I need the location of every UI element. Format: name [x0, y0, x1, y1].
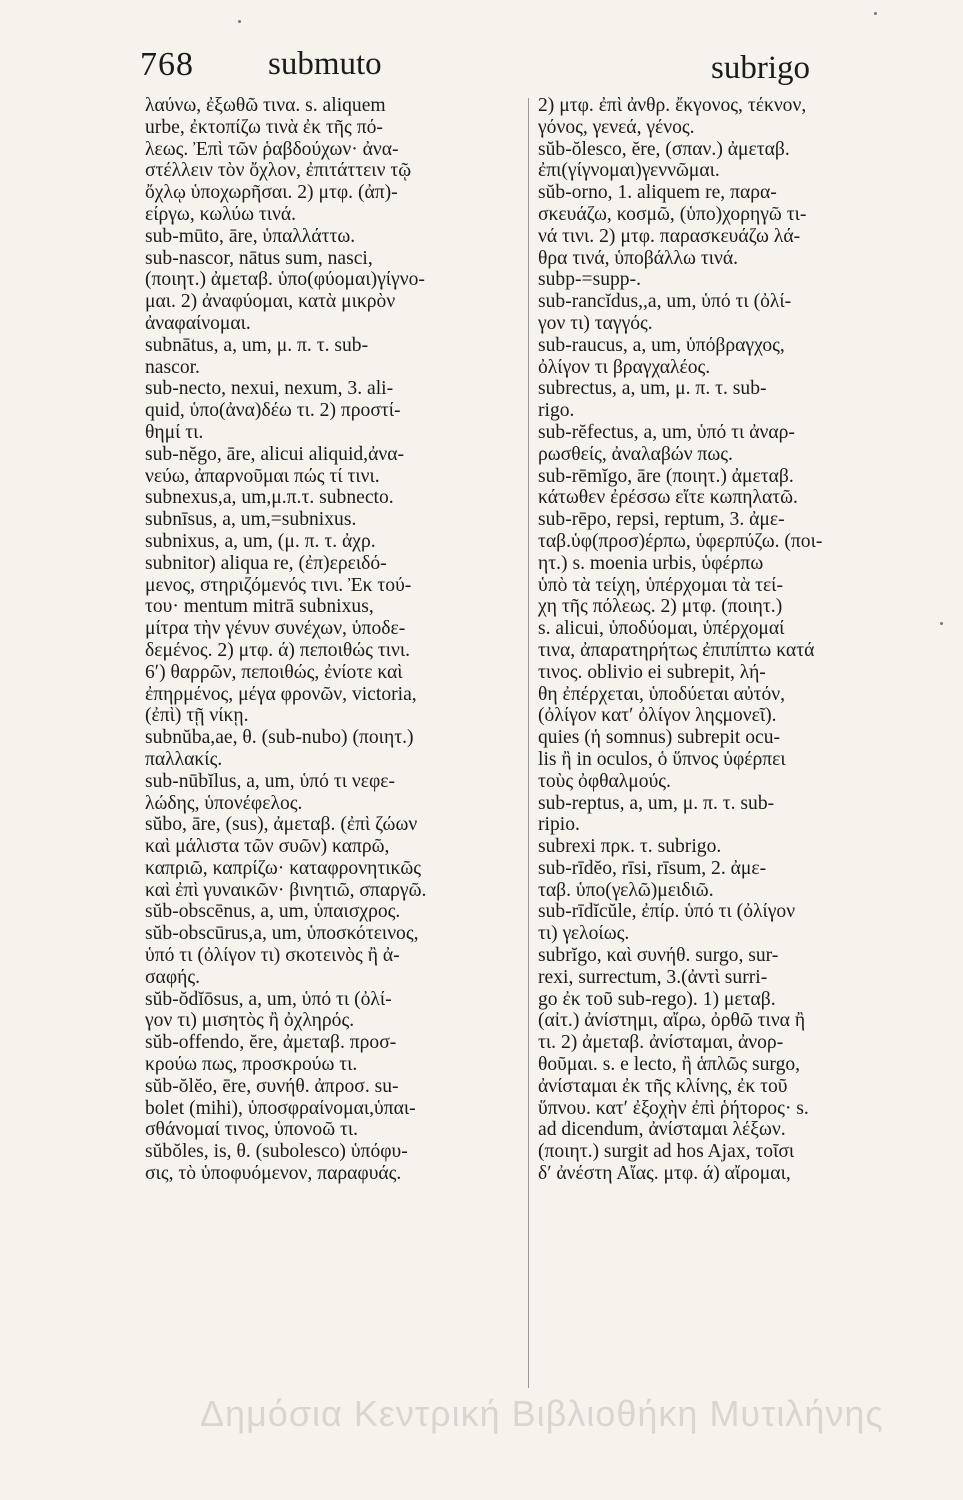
text-line: sŭb-ŏlesco, ĕre, (σπαν.) ἀμεταβ.: [538, 138, 790, 160]
text-line: δεμένος. 2) μτφ. ά) πεποιθώς τινι.: [145, 639, 410, 661]
text-line: χη τῆς πόλεως. 2) μτφ. (ποιητ.): [538, 596, 783, 618]
text-line: ητ.) s. moenia urbis, ὑφέρπω: [538, 552, 764, 574]
text-line: rigo.: [538, 400, 575, 422]
text-line: ρωσθείς, ἀναλαβών πως.: [538, 443, 733, 465]
text-line: sŭbo, āre, (sus), ἀμεταβ. (ἐπὶ ζώων: [145, 814, 418, 836]
paper-speck: [238, 20, 241, 23]
text-line: είργω, κωλύω τινά.: [145, 203, 297, 225]
text-line: γον τι) ταγγός.: [538, 312, 653, 334]
text-line: ὄχλῳ ὑποχωρῆσαι. 2) μτφ. (ἀπ)-: [145, 182, 398, 204]
text-line: subnīsus, a, um,=subnixus.: [145, 509, 357, 531]
text-line: sub-rĕfectus, a, um, ὑπό τι ἀναρ-: [538, 421, 795, 443]
guide-word-left: submuto: [268, 46, 382, 82]
text-line: τι) γελοίως.: [538, 923, 630, 945]
text-line: τι. 2) ἀμεταβ. ἀνίσταμαι, ἀνορ-: [538, 1032, 784, 1054]
text-line: σθάνομαί τινος, ὑπονοῶ τι.: [145, 1119, 359, 1141]
text-line: παλλακίς.: [145, 748, 223, 770]
library-watermark: Δημόσια Κεντρική Βιβλιοθήκη Μυτιλήνης: [200, 1393, 884, 1434]
page-header: [140, 42, 810, 102]
text-line: sub-necto, nexui, nexum, 3. ali-: [145, 378, 394, 400]
text-line: subp-=supp-.: [538, 269, 642, 291]
paper-speck: [874, 12, 877, 15]
text-line: bolet (mihi), ὑποσφραίνομαι,ὑπαι-: [145, 1097, 416, 1119]
text-line: ripio.: [538, 814, 580, 836]
text-line: sŭb-obscūrus,a, um, ὑποσκότεινος,: [145, 923, 419, 945]
text-line: sŭbŏles, is, θ. (subolesco) ὑπόφυ-: [145, 1141, 408, 1163]
text-line: subrectus, a, um, μ. π. τ. sub-: [538, 378, 767, 400]
text-line: καὶ μάλιστα τῶν συῶν) καπρῶ,: [145, 836, 390, 858]
text-line: ἐπηρμένος, μέγα φρονῶν, victoria,: [145, 683, 417, 705]
text-line: γον τι) μισητὸς ἢ ὀχληρός.: [145, 1010, 355, 1032]
text-line: quid, ὑπο(ἀνα)δέω τι. 2) προστί-: [145, 400, 401, 422]
text-line: ταβ. ὑπο(γελῶ)μειδιῶ.: [538, 879, 714, 901]
text-line: (ἐπὶ) τῇ νίκῃ.: [145, 705, 249, 727]
text-line: subnixus, a, um, (μ. π. τ. ἀχρ.: [145, 530, 376, 552]
text-line: subnŭba,ae, θ. (sub-nubo) (ποιητ.): [145, 727, 414, 749]
text-line: 6ʹ) θαρρῶν, πεποιθώς, ἐνίοτε καὶ: [145, 661, 403, 683]
text-line: μενος, στηριζόμενός τινι. Ἐκ τού-: [145, 574, 412, 596]
text-line: κάτωθεν ἐρέσσω εἴτε κωπηλατῶ.: [538, 487, 798, 509]
text-line: λεως. Ἐπὶ τῶν ῥαβδούχων· ἀνα-: [145, 138, 399, 160]
text-line: sŭb-ŏlĕo, ēre, συνήθ. ἀπροσ. su-: [145, 1075, 399, 1097]
text-line: θη ἐπέρχεται, ὑποδύεται αὐτόν,: [538, 683, 786, 705]
text-line: θρα τινά, ὑποβάλλω τινά.: [538, 247, 738, 269]
text-line: nascor.: [145, 356, 200, 378]
text-line: s. alicui, ὑποδύομαι, ὑπέρχομαί: [538, 618, 785, 640]
text-line: sub-rīdĕo, rīsi, rīsum, 2. ἀμε-: [538, 857, 767, 879]
column-divider: [528, 98, 529, 1388]
text-line: ταβ.ὑφ(προσ)έρπω, ὑφερπύζω. (ποι-: [538, 530, 823, 552]
text-line: sub-nĕgo, āre, alicui aliquid,ἀνα-: [145, 443, 404, 465]
text-line: ὀλίγον τι βραγχαλέος.: [538, 356, 711, 378]
text-line: στέλλειν τὸν ὄχλον, ἐπιτάττειν τῷ: [145, 160, 412, 182]
text-line: sŭb-orno, 1. aliquem re, παρα-: [538, 182, 777, 204]
right-column: [538, 95, 918, 1185]
text-line: subnātus, a, um, μ. π. τ. sub-: [145, 334, 369, 356]
text-line: subnexus,a, um,μ.π.τ. subnecto.: [145, 487, 394, 509]
text-line: ὑπὸ τὰ τείχη, ὑπέρχομαι τὰ τεί-: [538, 574, 783, 596]
text-line: ad dicendum, ἀνίσταμαι λέξων.: [538, 1119, 786, 1141]
text-line: νά τινι. 2) μτφ. παρασκευάζω λά-: [538, 225, 801, 247]
left-column: [145, 95, 525, 1185]
text-line: sub-mūto, āre, ὑπαλλάττω.: [145, 225, 356, 247]
text-line: δʹ ἀνέστη Αἴας. μτφ. ά) αἴρομαι,: [538, 1163, 791, 1185]
text-line: sub-reptus, a, um, μ. π. τ. sub-: [538, 792, 775, 814]
text-line: του· mentum mitrā subnixus,: [145, 596, 374, 618]
text-line: τινος. oblivio ei subrepit, λή-: [538, 661, 766, 683]
text-line: (αἰτ.) ἀνίστημι, αἴρω, ὀρθῶ τινα ἢ: [538, 1010, 806, 1032]
text-line: καὶ ἐπὶ γυναικῶν· βινητιῶ, σπαργῶ.: [145, 879, 427, 901]
text-line: λαύνω, ἐξωθῶ τινα. s. aliquem: [145, 95, 386, 116]
text-line: sŭb-ŏdĭōsus, a, um, ὑπό τι (ὀλί-: [145, 988, 392, 1010]
text-line: ὕπνου. κατʹ ἐξοχὴν ἐπὶ ῥήτορος· s.: [538, 1097, 809, 1119]
text-line: μίτρα τὴν γένυν συνέχων, ὑποδε-: [145, 618, 406, 640]
text-line: τινα, ἀπαρατηρήτως ἐπιπίπτω κατά: [538, 639, 815, 661]
text-line: γόνος, γενεά, γένος.: [538, 116, 695, 138]
text-line: σαφής.: [145, 966, 201, 988]
text-line: (ποιητ.) ἀμεταβ. ὑπο(φύομαι)γίγνο-: [145, 269, 425, 291]
text-line: (ὀλίγον κατʹ ὀλίγον ληςμονεῖ).: [538, 705, 777, 727]
text-line: sub-rancĭdus,,a, um, ὑπό τι (ὀλί-: [538, 291, 792, 313]
text-line: νεύω, ἀπαρνοῦμαι πώς τί τινι.: [145, 465, 380, 487]
page-number: 768: [140, 46, 194, 83]
text-line: ἀνίσταμαι ἐκ τῆς κλίνης, ἐκ τοῦ: [538, 1075, 788, 1097]
text-line: go ἐκ τοῦ sub-rego). 1) μεταβ.: [538, 988, 776, 1010]
text-line: ἀναφαίνομαι.: [145, 312, 251, 334]
text-line: rexi, surrectum, 3.(ἀντὶ surri-: [538, 966, 768, 988]
text-line: θοῦμαι. s. e lecto, ἢ ἁπλῶς surgo,: [538, 1054, 801, 1076]
paper-speck: [940, 622, 943, 625]
text-line: sub-rīdĭcŭle, ἐπίρ. ὑπό τι (ὀλίγον: [538, 901, 796, 923]
text-line: urbe, ἐκτοπίζω τινὰ ἐκ τῆς πό-: [145, 116, 383, 138]
text-line: σις, τὸ ὑποφυόμενον, παραφυάς.: [145, 1163, 402, 1185]
text-line: sub-raucus, a, um, ὑπόβραγχος,: [538, 334, 785, 356]
text-line: sub-nūbĭlus, a, um, ὑπό τι νεφε-: [145, 770, 396, 792]
text-line: καπριῶ, καπρίζω· καταφρονητικῶς: [145, 857, 422, 879]
text-line: sŭb-offendo, ĕre, ἀμεταβ. προσ-: [145, 1032, 397, 1054]
text-line: λώδης, ὑπονέφελος.: [145, 792, 303, 814]
text-line: 2) μτφ. ἐπὶ ἀνθρ. ἔκγονος, τέκνον,: [538, 95, 807, 116]
text-line: sub-nascor, nātus sum, nasci,: [145, 247, 373, 269]
text-line: lis ἢ in oculos, ὁ ὕπνος ὑφέρπει: [538, 748, 786, 770]
text-line: sub-rēmĭgo, āre (ποιητ.) ἀμεταβ.: [538, 465, 794, 487]
text-line: κρούω πως, προσκρούω τι.: [145, 1054, 358, 1076]
text-line: sŭb-obscēnus, a, um, ὑπαισχρος.: [145, 901, 401, 923]
text-line: (ποιητ.) surgit ad hos Ajax, τοῖσι: [538, 1141, 795, 1163]
text-line: σκευάζω, κοσμῶ, (ὑπο)χορηγῶ τι-: [538, 203, 807, 225]
text-line: subrĭgo, καὶ συνήθ. surgo, sur-: [538, 945, 779, 967]
text-line: subrexi πρκ. τ. subrigo.: [538, 836, 722, 858]
text-line: μαι. 2) ἀναφύομαι, κατὰ μικρὸν: [145, 291, 396, 313]
guide-word-right: subrigo: [711, 50, 810, 86]
text-line: ὑπό τι (ὀλίγον τι) σκοτεινὸς ἢ ἀ-: [145, 945, 400, 967]
text-line: θημί τι.: [145, 421, 204, 443]
text-line: quies (ἡ somnus) subrepit ocu-: [538, 727, 781, 749]
text-line: sub-rēpo, repsi, reptum, 3. ἀμε-: [538, 509, 785, 531]
text-line: τοὺς ὀφθαλμούς.: [538, 770, 671, 792]
text-line: ἐπι(γίγνομαι)γεννῶμαι.: [538, 160, 720, 182]
text-line: subnitor) aliqua re, (ἐπ)ερειδό-: [145, 552, 387, 574]
